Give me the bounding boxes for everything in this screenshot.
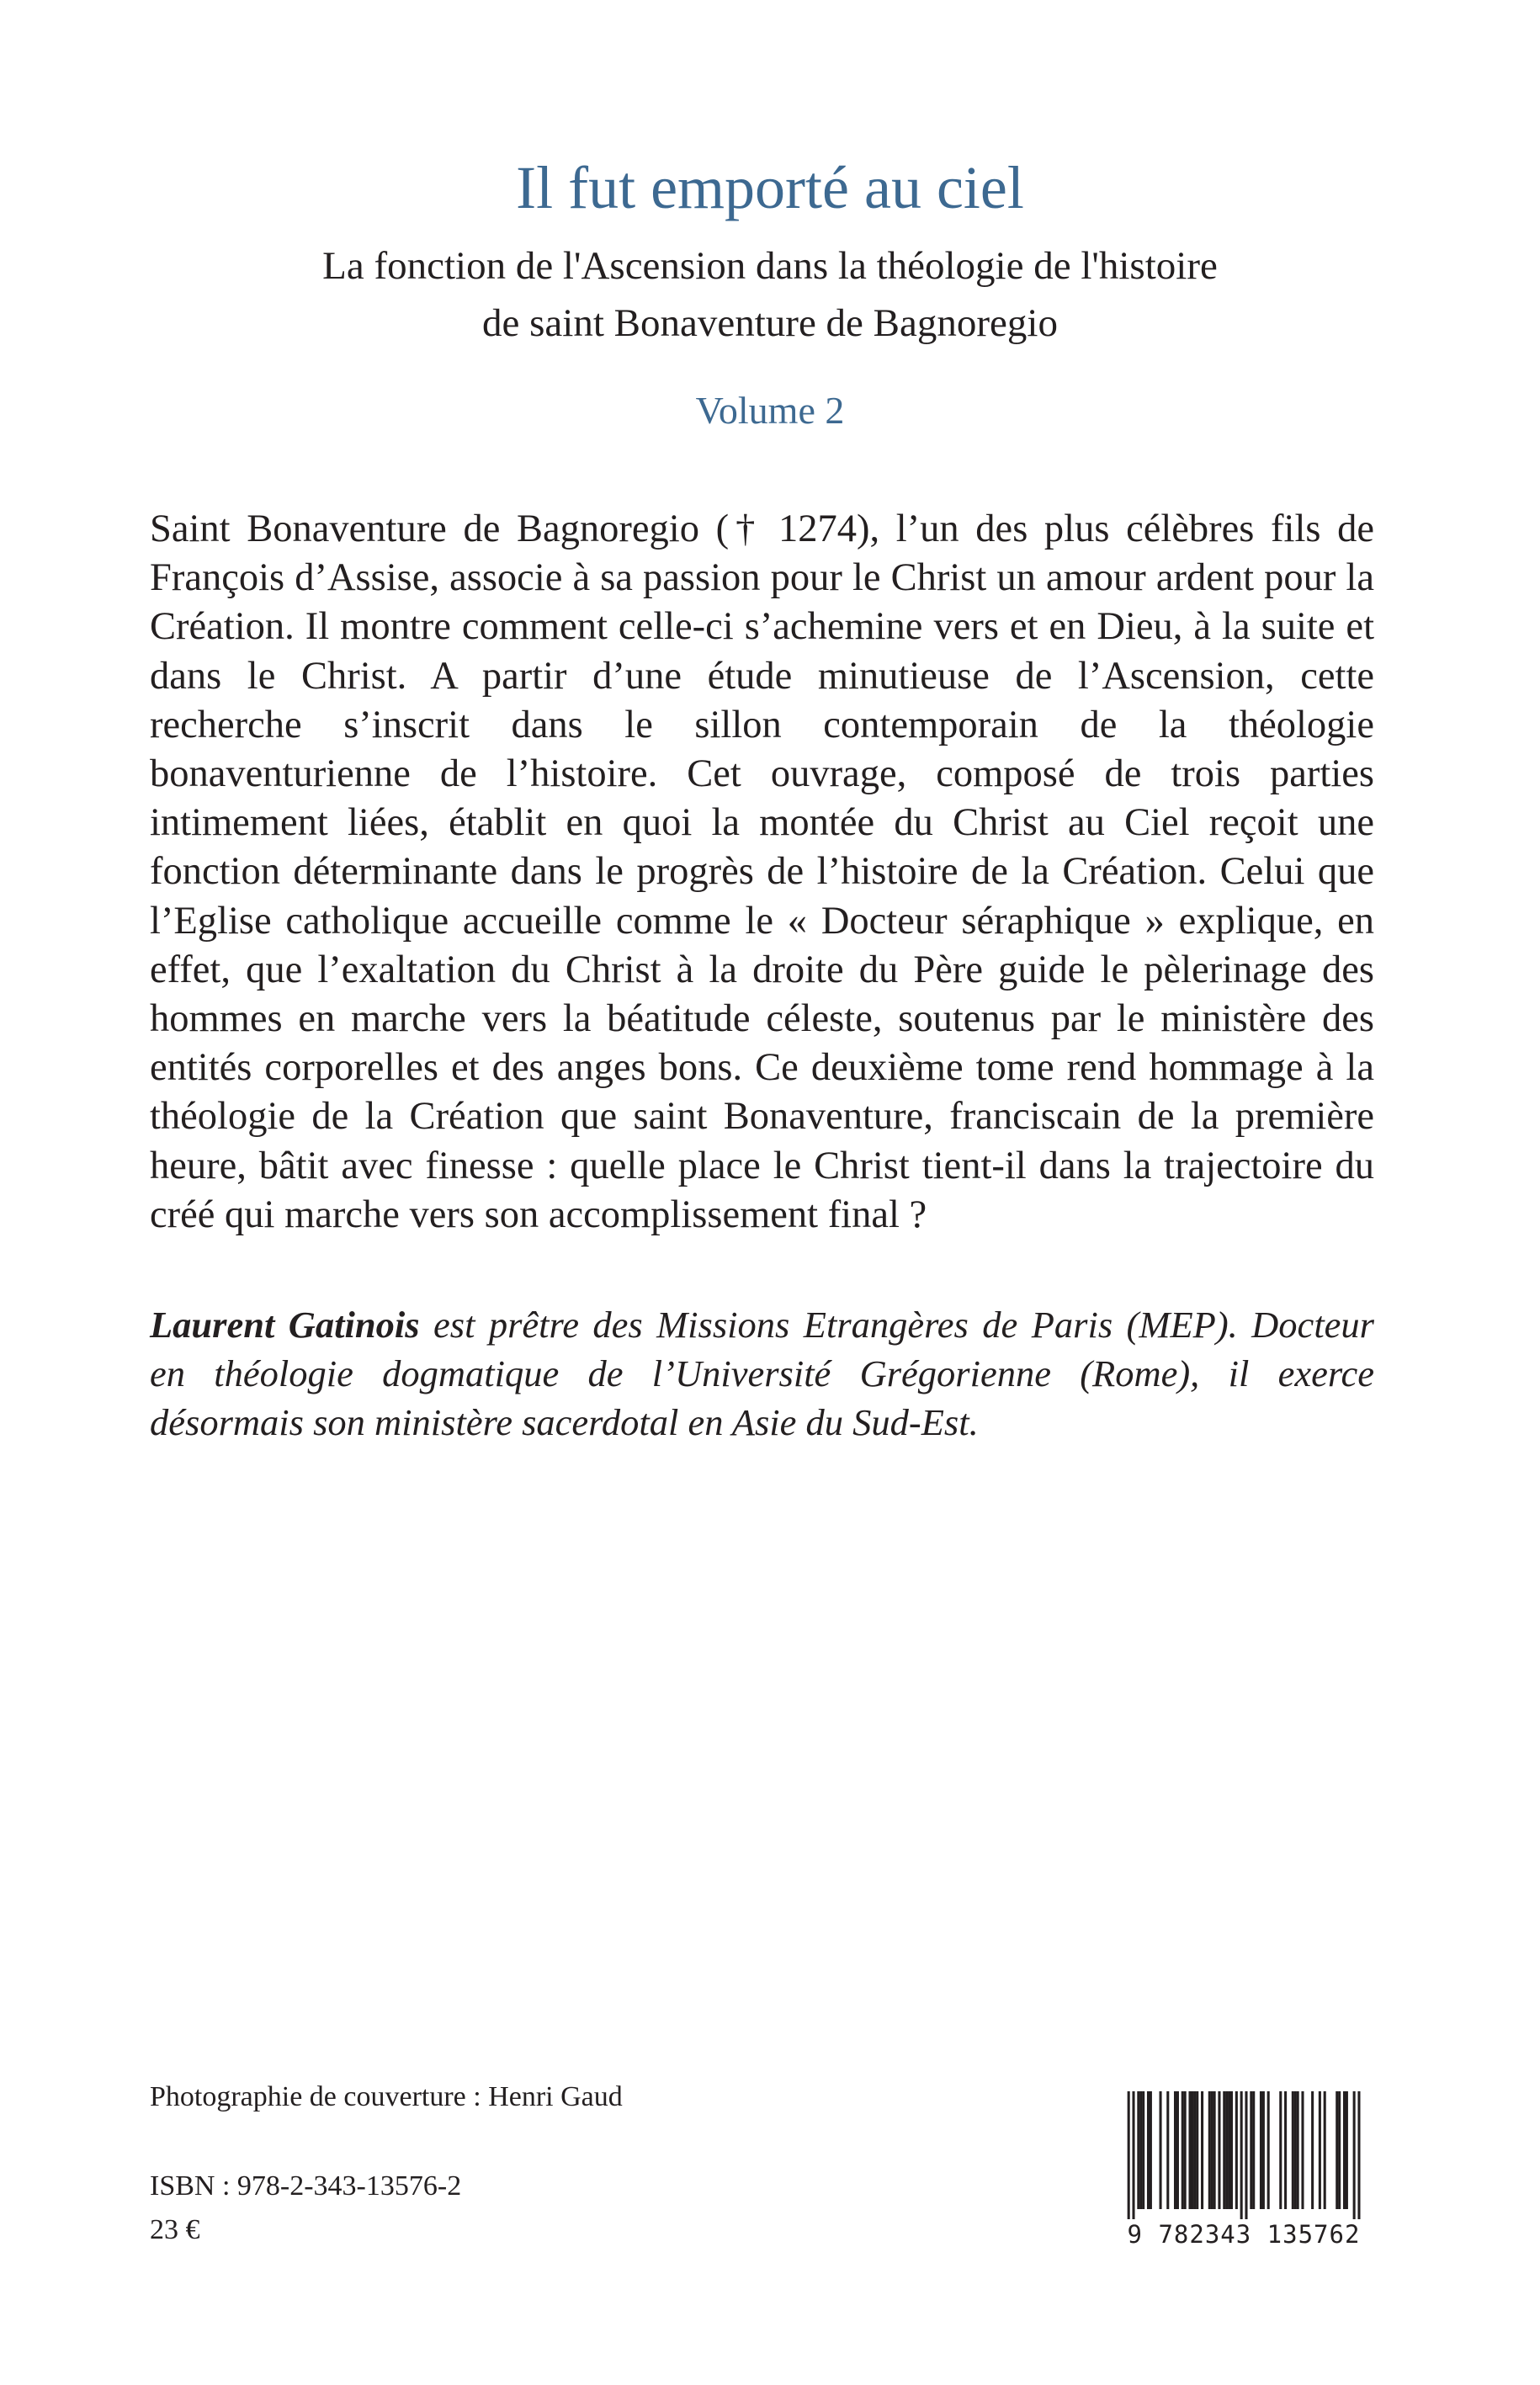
- subtitle-line-1: La fonction de l'Ascension dans la théologie de l'histoire: [322, 244, 1218, 288]
- barcode-bar: [1301, 2091, 1304, 2209]
- barcode-bar: [1267, 2091, 1270, 2209]
- barcode-bar: [1174, 2091, 1176, 2209]
- barcode-bar: [1319, 2091, 1321, 2209]
- barcode-bar: [1139, 2091, 1142, 2209]
- barcode-digits: 9 782343 135762: [1127, 2220, 1361, 2249]
- barcode-bar: [1182, 2091, 1184, 2209]
- barcode-bar: [1196, 2091, 1198, 2209]
- barcode-bar: [1324, 2091, 1326, 2209]
- barcode-bar: [1184, 2091, 1187, 2209]
- back-cover-summary: Saint Bonaventure de Bagnoregio († 1274), l’un des plus célèbres fils de François d’Assise, associe à sa passion pour le Christ un amour ardent pour la Création. Il montre comment celle-ci s’achemine vers et en Dieu, à la suite et dans le Christ. A partir d’une étude minutieuse de l’Ascension, cette recherche s’inscrit dans le sillon contemporain de la théologie bonaventurienne de l’histoire. Cet ouvrage, composé de trois parties intimement liées, établit en quoi la montée du Christ au Ciel reçoit une fonction déterminante dans le progrès de l’histoire de la Création. Celui que l’Eglise catholique accueille comme le « Docteur séraphique » explique, en effet, que l’exaltation du Christ à la droite du Père guide le pèlerinage des hommes en marche vers la béatitude céleste, soutenus par le ministère des entités corporelles et des anges bons. Ce deuxième tome rend hommage à la théologie de la Création que saint Bonaventure, franciscain de la première heure, bâtit avec finesse : quelle place le Christ tient-il dans la trajectoire du créé qui marche vers son accomplissement final ?: [150, 507, 1374, 1236]
- price: 23 €: [150, 2214, 200, 2245]
- barcode-bar: [1279, 2091, 1282, 2209]
- barcode-bar: [1218, 2091, 1220, 2209]
- isbn: ISBN : 978-2-343-13576-2: [150, 2170, 462, 2202]
- barcode-bar: [1208, 2091, 1211, 2209]
- barcode-bar: [1338, 2091, 1341, 2209]
- barcode-bar: [1311, 2091, 1314, 2209]
- barcode-bar: [1292, 2091, 1294, 2209]
- barcode-bar: [1132, 2091, 1134, 2219]
- barcode-bar: [1213, 2091, 1216, 2209]
- barcode-bar: [1150, 2091, 1152, 2209]
- barcode-bar: [1201, 2091, 1203, 2209]
- book-subtitle: [0, 237, 1540, 352]
- volume-label: Volume 2: [695, 389, 845, 432]
- barcode-bar: [1240, 2091, 1243, 2219]
- barcode-bar: [1353, 2091, 1356, 2219]
- photo-credit: Photographie de couverture : Henri Gaud: [150, 2081, 623, 2112]
- barcode-bar: [1357, 2091, 1360, 2219]
- barcode-bar: [1252, 2091, 1255, 2209]
- barcode-bar: [1160, 2091, 1162, 2209]
- barcode-bar: [1260, 2091, 1262, 2209]
- barcode-bar: [1191, 2091, 1193, 2209]
- barcode-bar: [1297, 2091, 1299, 2209]
- barcode-bar: [1228, 2091, 1230, 2209]
- barcode: [1118, 2091, 1370, 2260]
- barcode-bar: [1223, 2091, 1225, 2209]
- barcode-bar: [1284, 2091, 1287, 2209]
- author-name: Laurent Gatinois: [150, 1304, 420, 1346]
- book-title: Il fut emporté au ciel: [516, 154, 1024, 221]
- barcode-bar: [1137, 2091, 1139, 2209]
- barcode-bar: [1294, 2091, 1297, 2209]
- barcode-bar: [1235, 2091, 1238, 2209]
- barcode-bar: [1128, 2091, 1130, 2219]
- barcode-bar: [1166, 2091, 1169, 2209]
- barcode-bar: [1250, 2091, 1252, 2209]
- barcode-bar: [1225, 2091, 1228, 2209]
- author-bio: [150, 1300, 1374, 1447]
- barcode-bar: [1193, 2091, 1196, 2209]
- barcode-bar: [1245, 2091, 1247, 2219]
- barcode-bars: [1118, 2091, 1370, 2219]
- subtitle-line-2: de saint Bonaventure de Bagnoregio: [482, 301, 1058, 345]
- barcode-bar: [1142, 2091, 1144, 2209]
- barcode-bar: [1211, 2091, 1213, 2209]
- barcode-bar: [1336, 2091, 1338, 2209]
- barcode-bar: [1176, 2091, 1179, 2209]
- barcode-bar: [1343, 2091, 1346, 2209]
- author-bio-text: est prêtre des Missions Etrangères de Paris (MEP). Docteur en théologie dogmatique de l’Université Grégorienne (Rome), il exerce désormais son ministère sacerdotal en Asie du Sud-Est.: [150, 1304, 1374, 1443]
- barcode-bar: [1188, 2091, 1191, 2209]
- barcode-bar: [1262, 2091, 1265, 2209]
- barcode-bar: [1147, 2091, 1150, 2209]
- barcode-bar: [1230, 2091, 1233, 2209]
- barcode-bar: [1346, 2091, 1348, 2209]
